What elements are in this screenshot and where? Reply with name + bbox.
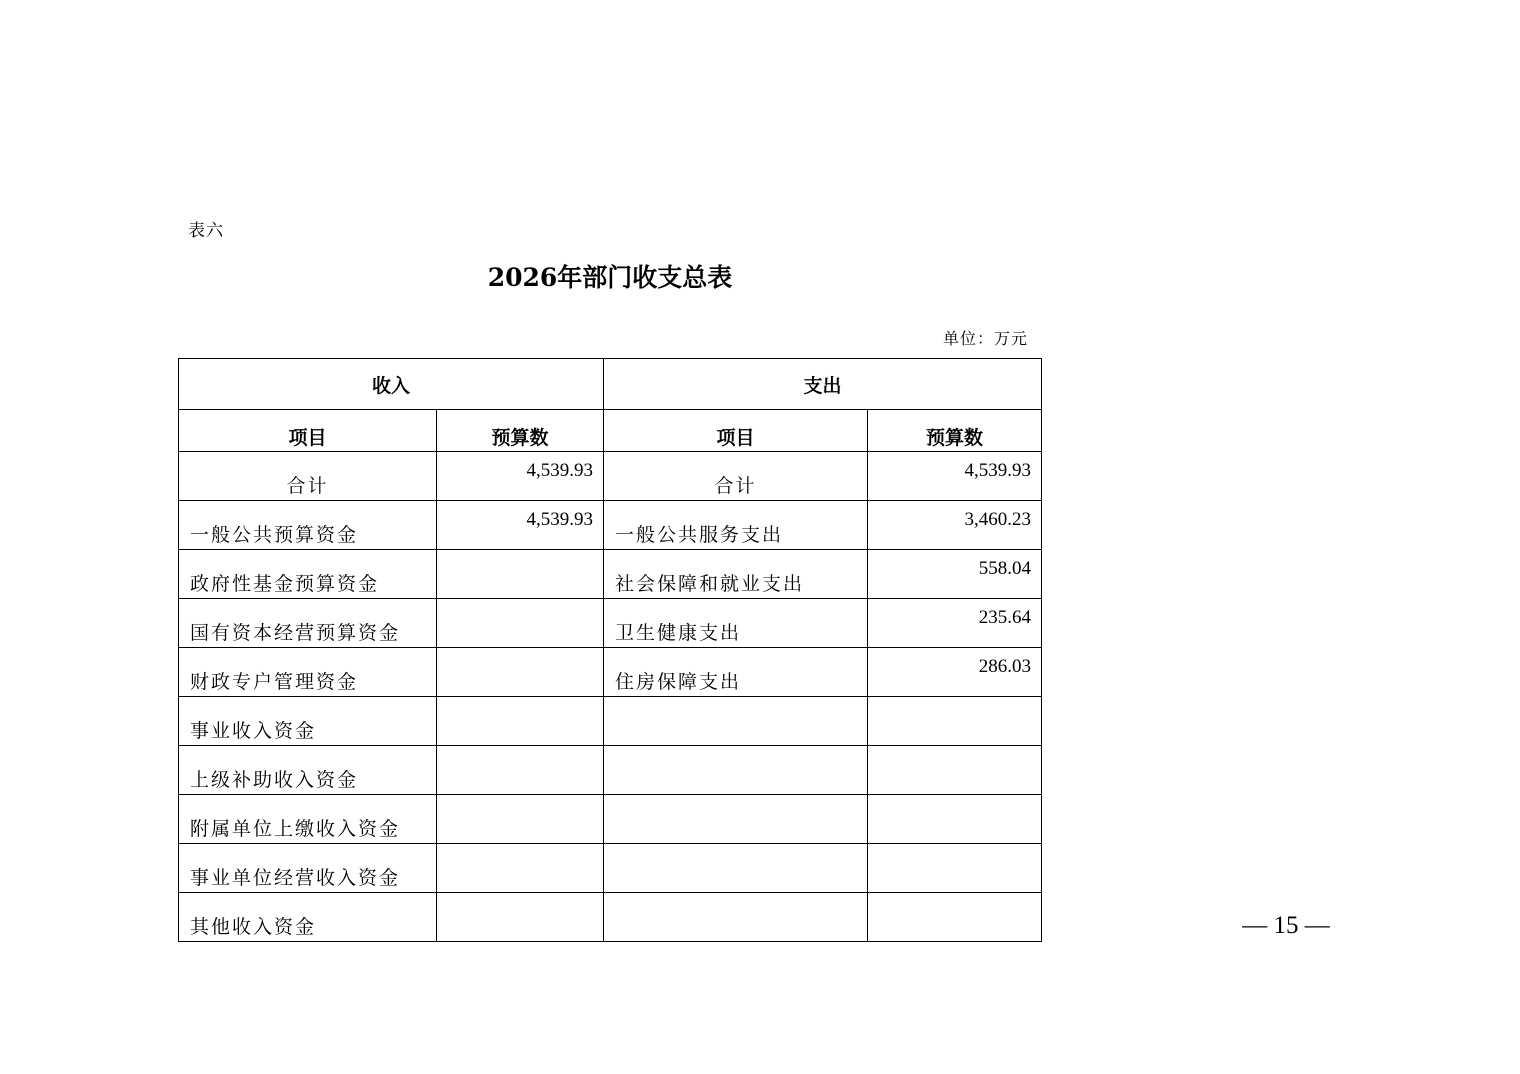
income-item: 其他收入资金 <box>179 893 437 942</box>
income-budget-column-header: 预算数 <box>437 410 604 452</box>
income-value: 4,539.93 <box>437 501 604 550</box>
income-value <box>437 550 604 599</box>
income-item: 国有资本经营预算资金 <box>179 599 437 648</box>
income-item: 上级补助收入资金 <box>179 746 437 795</box>
expense-budget-column-header: 预算数 <box>868 410 1042 452</box>
expense-total-label: 合计 <box>604 452 868 501</box>
income-item: 政府性基金预算资金 <box>179 550 437 599</box>
table-row <box>179 599 1042 648</box>
income-value <box>437 599 604 648</box>
income-item: 事业收入资金 <box>179 697 437 746</box>
income-value <box>437 746 604 795</box>
table-row <box>179 501 1042 550</box>
expense-value: 558.04 <box>868 550 1042 599</box>
expense-value <box>868 893 1042 942</box>
income-value <box>437 648 604 697</box>
expense-item: 卫生健康支出 <box>604 599 868 648</box>
income-total-value: 4,539.93 <box>437 452 604 501</box>
section-header-row <box>179 359 1042 410</box>
table-label: 表六 <box>188 221 224 241</box>
page-number: — 15 — <box>1242 912 1330 939</box>
table-row <box>179 648 1042 697</box>
income-item: 事业单位经营收入资金 <box>179 844 437 893</box>
expense-value: 235.64 <box>868 599 1042 648</box>
expense-item <box>604 697 868 746</box>
expense-item: 社会保障和就业支出 <box>604 550 868 599</box>
income-item: 附属单位上缴收入资金 <box>179 795 437 844</box>
table-row <box>179 844 1042 893</box>
expense-item <box>604 746 868 795</box>
expense-value <box>868 697 1042 746</box>
income-section-header: 收入 <box>179 359 604 410</box>
income-value <box>437 697 604 746</box>
document-title: 2026年部门收支总表 <box>487 263 733 292</box>
income-item-column-header: 项目 <box>179 410 437 452</box>
expense-value <box>868 844 1042 893</box>
table-row <box>179 746 1042 795</box>
expense-value: 3,460.23 <box>868 501 1042 550</box>
income-value <box>437 893 604 942</box>
income-item: 一般公共预算资金 <box>179 501 437 550</box>
expense-item <box>604 795 868 844</box>
income-value <box>437 844 604 893</box>
table-row <box>179 550 1042 599</box>
income-item: 财政专户管理资金 <box>179 648 437 697</box>
unit-note: 单位：万元 <box>942 329 1028 348</box>
total-row <box>179 452 1042 501</box>
expense-value <box>868 746 1042 795</box>
expense-value <box>868 795 1042 844</box>
table-row <box>179 795 1042 844</box>
table-row <box>179 697 1042 746</box>
column-header-row <box>179 410 1042 452</box>
expense-item: 住房保障支出 <box>604 648 868 697</box>
income-value <box>437 795 604 844</box>
expense-item <box>604 893 868 942</box>
expense-section-header: 支出 <box>604 359 1042 410</box>
table-row <box>179 893 1042 942</box>
expense-item <box>604 844 868 893</box>
expense-item-column-header: 项目 <box>604 410 868 452</box>
expense-value: 286.03 <box>868 648 1042 697</box>
budget-table <box>178 358 1042 942</box>
expense-item: 一般公共服务支出 <box>604 501 868 550</box>
expense-total-value: 4,539.93 <box>868 452 1042 501</box>
income-total-label: 合计 <box>179 452 437 501</box>
